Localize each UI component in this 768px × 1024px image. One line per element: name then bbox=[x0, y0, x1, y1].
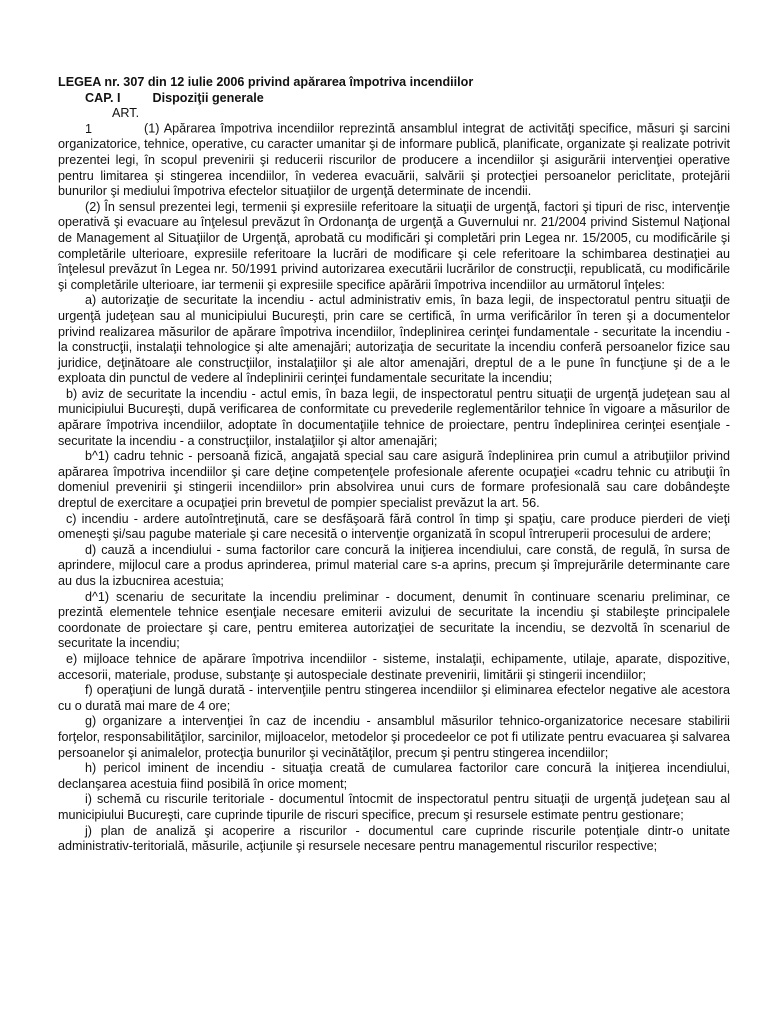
paragraph-art1-1 bbox=[58, 106, 730, 200]
paragraph-text: c) incendiu - ardere autoîntreţinută, care se desfăşoară fără control în timp şi spaţiu, care produce pierderi de vieţi omeneşti şi/sau pagube materiale şi care necesită o intervenţie organizată în scopul întreruperii procesului de ardere; bbox=[58, 511, 730, 542]
document-title: LEGEA nr. 307 din 12 iulie 2006 privind apărarea împotriva incendiilor bbox=[58, 75, 474, 89]
paragraph-text: a) autorizaţie de securitate la incendiu - actul administrativ emis, în baza legii, de inspectoratul pentru situaţii de urgenţă judeţean sau al municipiului Bucureşti, prin care se certifică, în urma verificărilor în teren şi a documentelor privind realizarea măsurilor de apărare împotriva incendiilor, îndeplinirea cerinţei fundamentale - securitate la incendiu - la construcţii, instalaţii tehnologice şi alte amenajări; autorizaţia de securitate la incendiu conferă persoanelor fizice sau juridice, deţinătoare ale construcţiilor, instalaţiilor şi ale altor amenajări, dreptul de a le pune în funcţiune şi de a le exploata din punctul de vedere al îndeplinirii cerinţei fundamentale securitate la incendiu; bbox=[58, 293, 730, 386]
definition-h bbox=[58, 761, 730, 792]
paragraph-text: h) pericol iminent de incendiu - situaţia creată de cumularea factorilor care concură la iniţierea incendiului, declanşarea acestuia fiind posibilă în orice moment; bbox=[58, 761, 730, 791]
paragraph-text: d^1) scenariu de securitate la incendiu preliminar - document, denumit în continuare scenariu preliminar, ce prezintă elementele tehnice esenţiale necesare emiterii avizului de securitate la incendiu şi stabileşte principalele coordonate de proiectare şi care, pentru emiterea autorizaţiei de securitate la incendiu, se dezvoltă în scenariul de securitate la incendiu; bbox=[58, 589, 730, 651]
paragraph-text: (1) Apărarea împotriva incendiilor reprezintă ansamblul integrat de activităţi specifice, măsuri şi sarcini organizatorice, tehnice, operative, cu caracter umanitar şi de informare publică, planificate, organizate şi realizate potrivit prezentei legi, în scopul prevenirii şi reducerii riscurilor de producere a incendiilor şi asigurării intervenţiei operative pentru limitarea şi stingerea incendiilor, în vederea evacuării, salvării şi protecţiei persoanelor periclitate, protejării bunurilor şi mediului împotriva efectelor situaţiilor de urgenţă determinate de incendii. bbox=[58, 121, 730, 199]
chapter-heading bbox=[58, 91, 730, 107]
definition-b1 bbox=[58, 449, 730, 511]
chapter-title: Dispoziţii generale bbox=[152, 90, 264, 105]
paragraph-text: b^1) cadru tehnic - persoană fizică, angajată special sau care asigură îndeplinirea prin cumul a atribuţiilor privind apărarea împotriva incendiilor şi care deţine competenţele profesionale aferente ocupaţiei «cadru tehnic cu atribuţii în domeniul prevenirii şi stingerii incendiilor» prin absolvirea unui curs de formare profesională sau care dobândeşte dreptul de exercitare a ocupaţiei prin brevetul de pompier specialist prevăzut la art. 56. bbox=[58, 449, 730, 511]
definition-e bbox=[58, 652, 730, 683]
definition-d bbox=[58, 543, 730, 590]
definition-c bbox=[58, 512, 730, 543]
paragraph-text: f) operaţiuni de lungă durată - intervenţiile pentru stingerea incendiilor şi eliminarea efectelor negative ale acestora cu o durată mai mare de 4 ore; bbox=[58, 683, 730, 713]
article-label: ART. 1 bbox=[85, 106, 140, 136]
definition-f bbox=[58, 683, 730, 714]
paragraph-text: g) organizare a intervenţiei în caz de incendiu - ansamblul măsurilor tehnico-organizatorice necesare stabilirii forţelor, responsabilităţilor, sarcinilor, mijloacelor, metodelor şi procedeelor ce pot fi utilizate pentru evacuarea şi salvarea persoanelor şi animalelor, protecţia bunurilor şi vecinătăţilor, precum şi pentru stingerea incendiilor; bbox=[58, 714, 730, 760]
definition-b bbox=[58, 387, 730, 449]
chapter-label: CAP. I bbox=[85, 90, 121, 105]
definition-g bbox=[58, 714, 730, 761]
paragraph-text: (2) În sensul prezentei legi, termenii şi expresiile referitoare la situaţii de urgenţă, factori şi tipuri de risc, intervenţie operativă şi evacuare au înţelesul prevăzut în Ordonanţa de urgenţă a Guvernului nr. 21/2004 privind Sistemul Naţional de Management al Situaţiilor de Urgenţă, aprobată cu modificări şi completări prin Legea nr. 15/2005, cu modificările şi completările ulterioare, expresiile referitoare la lucrări de modificare şi cele referitoare la schimbarea destinaţiei au înţelesul prevăzut în Legea nr. 50/1991 privind autorizarea executării lucrărilor de construcţii, republicată, cu modificările şi completările ulterioare, iar termenii şi expresiile specifice apărării împotriva incendiilor au următorul înţeles: bbox=[58, 199, 730, 292]
law-document bbox=[58, 75, 730, 855]
paragraph-text: d) cauză a incendiului - suma factorilor care concură la iniţierea incendiului, care constă, de regulă, în sursa de aprindere, mijlocul care a produs aprinderea, primul material care s-a aprins, precum şi împrejurările determinante care au dus la izbucnirea acestuia; bbox=[58, 542, 730, 588]
definition-a bbox=[58, 293, 730, 387]
paragraph-text: i) schemă cu riscurile teritoriale - documentul întocmit de inspectoratul pentru situaţii de urgenţă judeţean sau al municipiului Bucureşti, care cuprinde tipurile de riscuri specifice, precum şi resursele estimate pentru gestionare; bbox=[58, 792, 730, 822]
paragraph-art1-2 bbox=[58, 200, 730, 294]
definition-d1 bbox=[58, 590, 730, 652]
paragraph-text: e) mijloace tehnice de apărare împotriva incendiilor - sisteme, instalaţii, echipamente, utilaje, aparate, dispozitive, accesorii, materiale, produse, substanţe şi autospeciale destinate prevenirii, limitării şi stingerii incendiilor; bbox=[58, 651, 730, 682]
paragraph-text: j) plan de analiză şi acoperire a riscurilor - documentul care cuprinde riscurile potenţiale dintr-o unitate administrativ-teritorială, măsurile, acţiunile şi resursele necesare pentru managementul riscurilor respective; bbox=[58, 823, 730, 854]
definition-j bbox=[58, 824, 730, 855]
paragraph-text: b) aviz de securitate la incendiu - actul emis, în baza legii, de inspectoratul pentru situaţii de urgenţă judeţean sau al municipiului Bucureşti, după verificarea de conformitate cu prevederile reglementărilor tehnice în vigoare a măsurilor de apărare împotriva incendiilor, adoptate în documentaţiile tehnice de proiectare, pentru îndeplinirea cerinţei esenţiale - securitate la incendiu - a construcţiilor, instalaţiilor şi altor amenajări; bbox=[58, 386, 730, 448]
definition-i bbox=[58, 792, 730, 823]
